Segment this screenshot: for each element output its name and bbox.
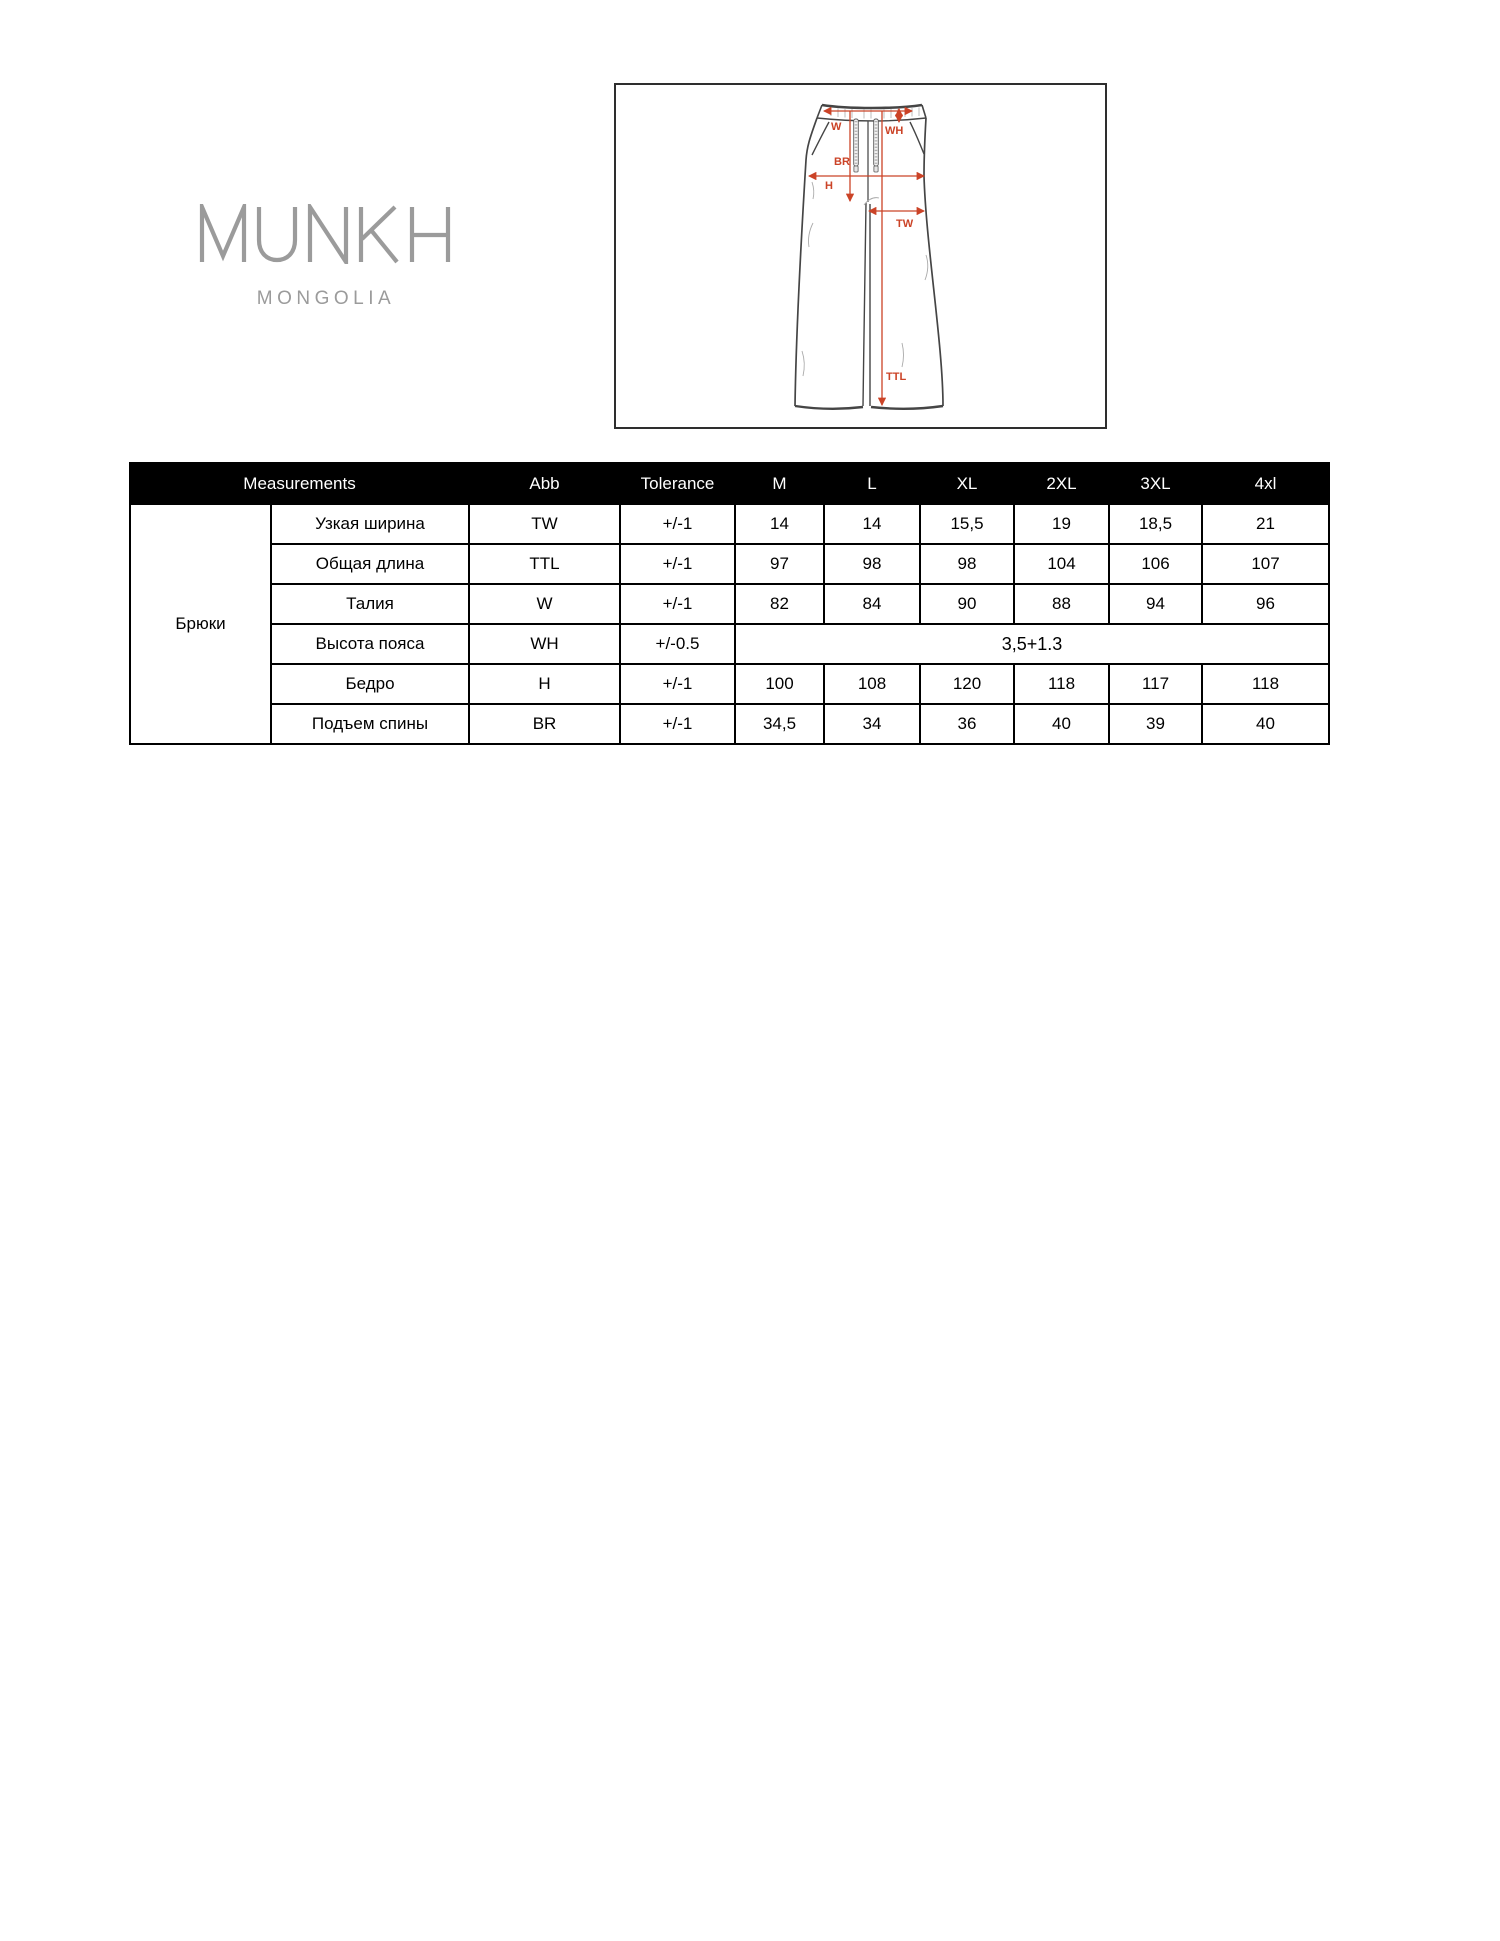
table-row [130,664,1329,704]
size-value-cell: 90 [920,584,1014,624]
measurement-arrows [809,109,924,405]
size-value-cell: 82 [735,584,824,624]
table-row [130,584,1329,624]
size-value-cell: 15,5 [920,504,1014,544]
size-value-cell: 107 [1202,544,1329,584]
size-value-cell: 36 [920,704,1014,744]
tolerance-cell: +/-1 [620,544,735,584]
size-value-cell: 96 [1202,584,1329,624]
tolerance-cell: +/-0.5 [620,624,735,664]
brand-logo [199,204,451,264]
ttl-label: TTL [886,371,907,383]
size-value-cell: 14 [735,504,824,544]
size-value-cell: 39 [1109,704,1202,744]
w-label: W [831,121,842,133]
size-value-cell: 106 [1109,544,1202,584]
measurement-name-cell: Подъем спины [271,704,469,744]
size-value-cell: 18,5 [1109,504,1202,544]
measurement-name-cell: Узкая ширина [271,504,469,544]
h-label: H [825,180,833,192]
header-measurements: Measurements [130,463,469,504]
table-header-row [130,463,1329,504]
abb-cell: TTL [469,544,620,584]
tolerance-cell: +/-1 [620,504,735,544]
pants-technical-drawing [616,85,1105,427]
size-value-cell: 34 [824,704,920,744]
pants-diagram-box [614,83,1107,429]
table-row [130,504,1329,544]
pants-outline [795,105,943,409]
size-value-cell: 117 [1109,664,1202,704]
size-value-cell: 100 [735,664,824,704]
size-value-cell: 19 [1014,504,1109,544]
group-cell: Брюки [130,504,271,744]
header-size-3xl: 3XL [1109,463,1202,504]
measurement-name-cell: Высота пояса [271,624,469,664]
size-value-cell: 98 [920,544,1014,584]
tolerance-cell: +/-1 [620,704,735,744]
header-size-xl: XL [920,463,1014,504]
wh-label: WH [885,125,904,137]
size-value-cell: 108 [824,664,920,704]
measurement-name-cell: Талия [271,584,469,624]
size-value-cell: 14 [824,504,920,544]
header-size-4xl: 4xl [1202,463,1329,504]
size-value-cell: 97 [735,544,824,584]
abb-cell: W [469,584,620,624]
abb-cell: WH [469,624,620,664]
abb-cell: TW [469,504,620,544]
header-abb: Abb [469,463,620,504]
measurements-table [129,462,1330,745]
size-value-cell: 98 [824,544,920,584]
size-value-cell: 120 [920,664,1014,704]
logo-subtitle: MONGOLIA [256,288,396,309]
table-row [130,544,1329,584]
table-row [130,704,1329,744]
header-size-m: M [735,463,824,504]
tolerance-cell: +/-1 [620,584,735,624]
munkh-logo-lettering-icon [199,204,451,264]
tw-label: TW [896,218,914,230]
size-value-cell: 118 [1014,664,1109,704]
abb-cell: H [469,664,620,704]
header-tolerance: Tolerance [620,463,735,504]
header-size-l: L [824,463,920,504]
drawstring-cords [854,119,879,172]
measurement-name-cell: Общая длина [271,544,469,584]
size-value-cell: 40 [1014,704,1109,744]
size-value-cell: 21 [1202,504,1329,544]
size-value-cell: 40 [1202,704,1329,744]
br-label: BR [834,156,850,168]
size-value-cell: 84 [824,584,920,624]
table-row [130,624,1329,664]
measurement-name-cell: Бедро [271,664,469,704]
size-value-cell: 88 [1014,584,1109,624]
size-value-cell: 34,5 [735,704,824,744]
size-value-cell: 118 [1202,664,1329,704]
merged-value-cell: 3,5+1.3 [735,624,1329,664]
size-value-cell: 104 [1014,544,1109,584]
abb-cell: BR [469,704,620,744]
tolerance-cell: +/-1 [620,664,735,704]
size-value-cell: 94 [1109,584,1202,624]
header-size-2xl: 2XL [1014,463,1109,504]
